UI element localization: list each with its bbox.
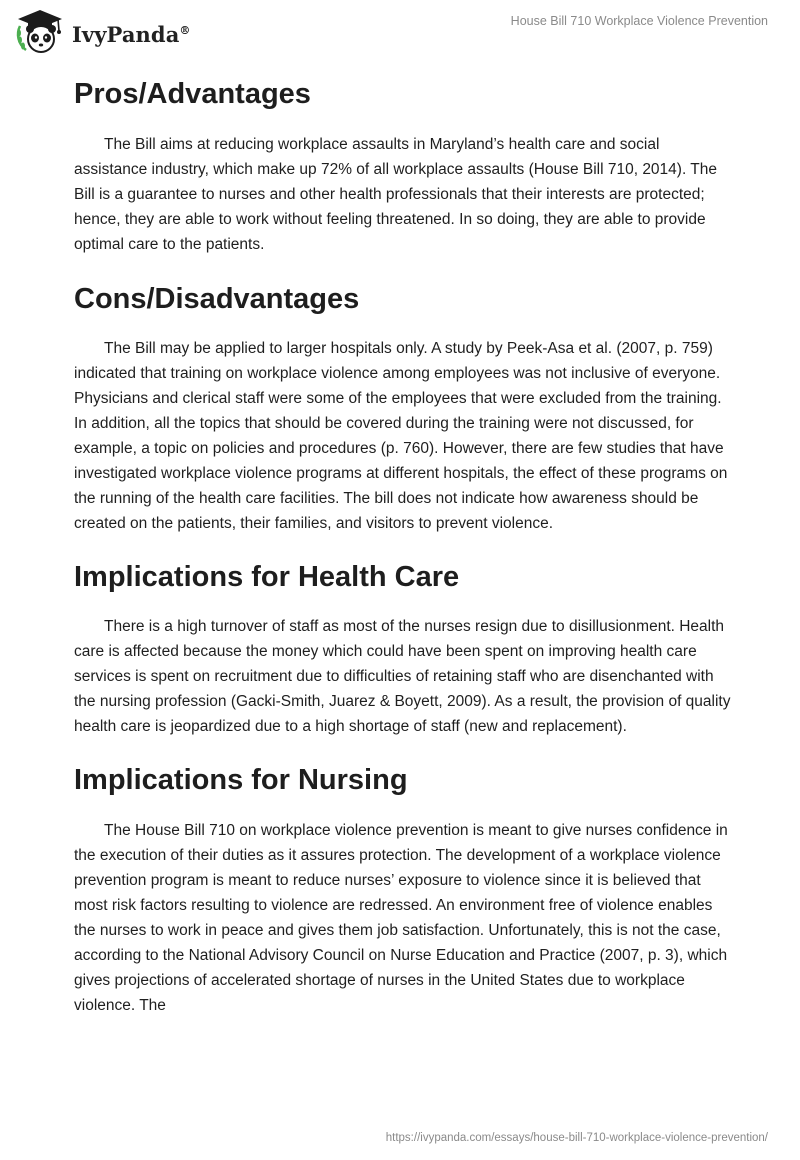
panda-graduate-icon bbox=[14, 8, 66, 54]
section-heading-health-care: Implications for Health Care bbox=[74, 561, 460, 593]
footer-source-url[interactable]: https://ivypanda.com/essays/house-bill-710-workplace-violence-prevention/ bbox=[385, 1132, 768, 1144]
section-paragraph-nursing: The House Bill 710 on workplace violence prevention is meant to give nurses confidence in the execution of their duties as it assures protection. The development of a workplace violence prevention program is meant to reduce nurses’ exposure to violence since it is believed that most risk factors resulting to violence are redressed. An environment free of violence enables the nurses to work in peace and gives them job satisfaction. Unfortunately, this is not the case, according to the National Advisory Council on Nurse Education and Practice (2007, p. 3), which gives projections of accelerated shortage of nurses in the United States due to workplace violence. The bbox=[74, 822, 728, 1014]
essay-content bbox=[74, 70, 734, 1018]
logo-text: IvyPanda® bbox=[72, 21, 191, 47]
section-paragraph-health-care: There is a high turnover of staff as most of the nurses resign due to disillusionment. Health care is affected because the money which could have been spent on improving health care services is spent on recruitment due to difficulties of retaining staff who are disenchanted with the nursing profession (Gacki-Smith, Juarez & Boyett, 2009). As a result, the provision of quality health care is jeopardized due to a high shortage of staff (new and replacement). bbox=[74, 618, 731, 735]
section-heading-nursing: Implications for Nursing bbox=[74, 764, 408, 796]
section-heading-pros: Pros/Advantages bbox=[74, 78, 311, 110]
section-paragraph-pros: The Bill aims at reducing workplace assaults in Maryland’s health care and social assistance industry, which make up 72% of all workplace assaults (House Bill 710, 2014). The Bill is a guarantee to nurses and other health professionals that their interests are protected; hence, they are able to work without feeling threatened. In so doing, they are able to provide optimal care to the patients. bbox=[74, 136, 718, 253]
section-paragraph-cons: The Bill may be applied to larger hospitals only. A study by Peek-Asa et al. (2007, p. 759) indicated that training on workplace violence among employees was not inclusive of everyone. Physicians and clerical staff were some of the employees that were excluded from the training. In addition, all the topics that should be covered during the training were not discussed, for example, a topic on policies and procedures (p. 760). However, there are few studies that have investigated workplace violence programs at different hospitals, the effect of these programs on the running of the health care facilities. The bill does not indicate how awareness should be created on the patients, their families, and visitors to prevent violence. bbox=[74, 340, 728, 532]
page-header bbox=[0, 0, 800, 60]
section-heading-cons: Cons/Disadvantages bbox=[74, 283, 360, 315]
ivypanda-logo[interactable] bbox=[14, 8, 191, 54]
document-title: House Bill 710 Workplace Violence Prevention bbox=[510, 14, 768, 28]
